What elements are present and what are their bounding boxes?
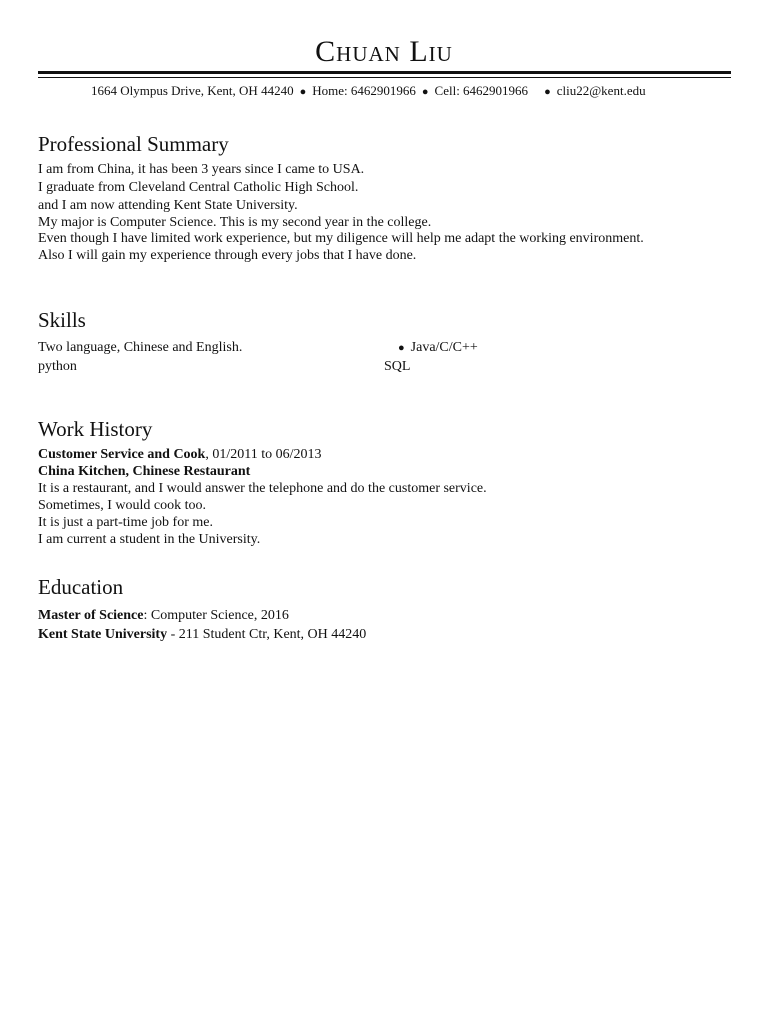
- section-title-education: Education: [38, 575, 124, 599]
- bullet-icon: ●: [398, 342, 405, 354]
- skill-item: Two language, Chinese and English.: [38, 340, 243, 355]
- candidate-name: Chuan Liu: [315, 35, 453, 68]
- work-line: Sometimes, I would cook too.: [38, 498, 206, 513]
- header-rule-thick: [38, 71, 731, 74]
- work-position-line: [38, 446, 728, 463]
- header-rule-thin: [38, 77, 731, 78]
- summary-line: and I am now attending Kent State University.: [38, 198, 298, 213]
- contact-email: cliu22@kent.edu: [556, 83, 646, 98]
- section-title-work: Work History: [38, 417, 153, 441]
- education-degree: Master of Science: [38, 608, 144, 623]
- contact-address: 1664 Olympus Drive, Kent, OH 44240: [91, 83, 294, 98]
- summary-line: I am from China, it has been 3 years since I came to USA.: [38, 162, 365, 177]
- contact-cell-phone: Cell: 6462901966: [434, 83, 529, 98]
- bullet-icon: ●: [421, 86, 429, 98]
- education-field: : Computer Science, 2016: [143, 608, 289, 623]
- skills-row: [38, 338, 728, 357]
- skills-list: [38, 338, 728, 376]
- contact-home-phone: Home: 6462901966: [312, 83, 416, 98]
- work-line: It is just a part-time job for me.: [38, 515, 213, 530]
- skills-row: [38, 357, 728, 376]
- education-school-line: [38, 625, 728, 644]
- bullet-icon: ●: [544, 86, 551, 98]
- education-entry: [38, 606, 728, 644]
- summary-line: I graduate from Cleveland Central Catholic High School.: [38, 180, 359, 195]
- summary-line: Even though I have limited work experience, but my diligence will help me adapt the working environment.: [38, 231, 644, 246]
- education-school-address: - 211 Student Ctr, Kent, OH 44240: [167, 627, 367, 642]
- contact-line: [91, 82, 646, 101]
- skill-item: SQL: [384, 359, 411, 374]
- work-line: I am current a student in the University.: [38, 532, 261, 547]
- education-degree-line: [38, 606, 728, 625]
- summary-line: Also I will gain my experience through every jobs that I have done.: [38, 248, 417, 263]
- work-position: Customer Service and Cook: [38, 447, 206, 462]
- skill-item: Java/C/C++: [410, 340, 478, 355]
- work-dates: , 01/2011 to 06/2013: [205, 447, 322, 462]
- skill-item: python: [38, 359, 77, 374]
- bullet-icon: ●: [299, 86, 307, 98]
- education-school: Kent State University: [38, 627, 168, 642]
- section-title-summary: Professional Summary: [38, 132, 229, 156]
- summary-text: [38, 161, 728, 264]
- work-entry: [38, 446, 728, 548]
- summary-line: My major is Computer Science. This is my second year in the college.: [38, 215, 432, 230]
- section-title-skills: Skills: [38, 308, 86, 332]
- work-employer: China Kitchen, Chinese Restaurant: [38, 464, 251, 479]
- work-line: It is a restaurant, and I would answer the telephone and do the customer service.: [38, 481, 487, 496]
- skill-item-right: [398, 338, 478, 358]
